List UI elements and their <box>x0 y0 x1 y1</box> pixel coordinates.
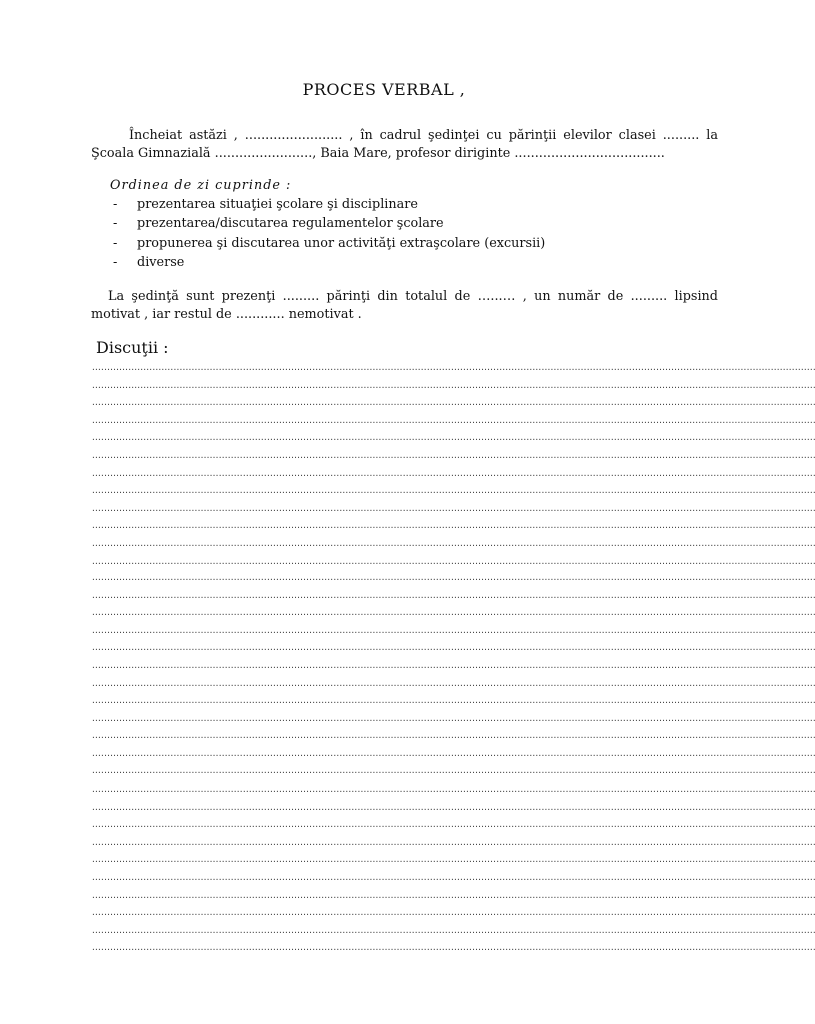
dotted-line: ................................................................................................................................................................................................................................................ <box>91 696 815 706</box>
dash-bullet: - <box>113 197 118 212</box>
dotted-line: ................................................................................................................................................................................................................................................ <box>91 873 815 882</box>
dotted-line: ................................................................................................................................................................................................................................................ <box>91 785 815 794</box>
agenda-item <box>113 195 545 214</box>
agenda-item-text: propunerea şi discutarea unor activităţi extraşcolare (excursii) <box>137 235 546 251</box>
dotted-line: ................................................................................................................................................................................................................................................ <box>91 415 815 425</box>
dotted-line: ................................................................................................................................................................................................................................................ <box>91 380 815 390</box>
agenda-title: Ordinea de zi cuprinde : <box>110 178 292 193</box>
dotted-line: ................................................................................................................................................................................................................................................ <box>91 731 815 741</box>
dotted-line: ................................................................................................................................................................................................................................................ <box>91 433 815 443</box>
agenda-item <box>113 234 545 253</box>
agenda-item-text: diverse <box>137 254 185 270</box>
agenda-item <box>113 214 545 233</box>
dotted-line: ................................................................................................................................................................................................................................................ <box>91 661 815 670</box>
dotted-line: ................................................................................................................................................................................................................................................ <box>91 766 815 775</box>
dotted-line: ................................................................................................................................................................................................................................................ <box>91 820 815 830</box>
dotted-line: ................................................................................................................................................................................................................................................ <box>91 398 815 408</box>
dotted-line: ................................................................................................................................................................................................................................................ <box>91 713 815 723</box>
intro-paragraph: Încheiat astăzi , ........................ , în cadrul şedinţei cu părinţii elevilor clasei ......... la Şcoala Gimnazială ........................, Baia Mare, profesor diriginte ..................................... <box>91 128 718 161</box>
dotted-line: ................................................................................................................................................................................................................................................ <box>91 539 815 548</box>
dotted-line: ................................................................................................................................................................................................................................................ <box>91 749 815 758</box>
agenda-list <box>113 195 545 272</box>
dotted-line: ................................................................................................................................................................................................................................................ <box>91 890 815 900</box>
dotted-line: ................................................................................................................................................................................................................................................ <box>91 855 815 865</box>
agenda-item <box>113 253 545 272</box>
dotted-line: ................................................................................................................................................................................................................................................ <box>91 503 815 513</box>
dotted-line: ................................................................................................................................................................................................................................................ <box>91 590 815 600</box>
attendance-paragraph: La şedinţă sunt prezenţi ......... părinţi din totalul de …...… , un număr de ......... lipsind motivat , iar restul de ............ nemotivat . <box>91 289 718 322</box>
document-title: PROCES VERBAL , <box>302 80 466 99</box>
dotted-line: ................................................................................................................................................................................................................................................ <box>91 837 815 847</box>
dotted-line: ................................................................................................................................................................................................................................................ <box>91 925 815 935</box>
dotted-line: ................................................................................................................................................................................................................................................ <box>91 608 815 618</box>
dotted-line: ................................................................................................................................................................................................................................................ <box>91 451 815 460</box>
dotted-line: ................................................................................................................................................................................................................................................ <box>91 363 815 372</box>
dotted-line: ................................................................................................................................................................................................................................................ <box>91 643 815 653</box>
dash-bullet: - <box>113 254 118 270</box>
dotted-line: ................................................................................................................................................................................................................................................ <box>91 573 815 582</box>
dotted-line: ................................................................................................................................................................................................................................................ <box>91 908 815 918</box>
dotted-line: ................................................................................................................................................................................................................................................ <box>91 943 815 953</box>
dotted-line: ................................................................................................................................................................................................................................................ <box>91 802 815 812</box>
dotted-line: ................................................................................................................................................................................................................................................ <box>91 678 815 688</box>
dotted-line: ................................................................................................................................................................................................................................................ <box>91 486 815 496</box>
dotted-line: ................................................................................................................................................................................................................................................ <box>91 625 815 635</box>
agenda-item-text: prezentarea/discutarea regulamentelor şcolare <box>137 216 444 232</box>
dotted-line: ................................................................................................................................................................................................................................................ <box>91 521 815 531</box>
dash-bullet: - <box>113 216 118 232</box>
agenda-item-text: prezentarea situaţiei şcolare şi disciplinare <box>137 197 418 212</box>
discussion-title: Discuţii : <box>96 338 169 357</box>
dotted-line: ................................................................................................................................................................................................................................................ <box>91 468 815 478</box>
dash-bullet: - <box>113 235 118 251</box>
dotted-line: ................................................................................................................................................................................................................................................ <box>91 557 815 566</box>
